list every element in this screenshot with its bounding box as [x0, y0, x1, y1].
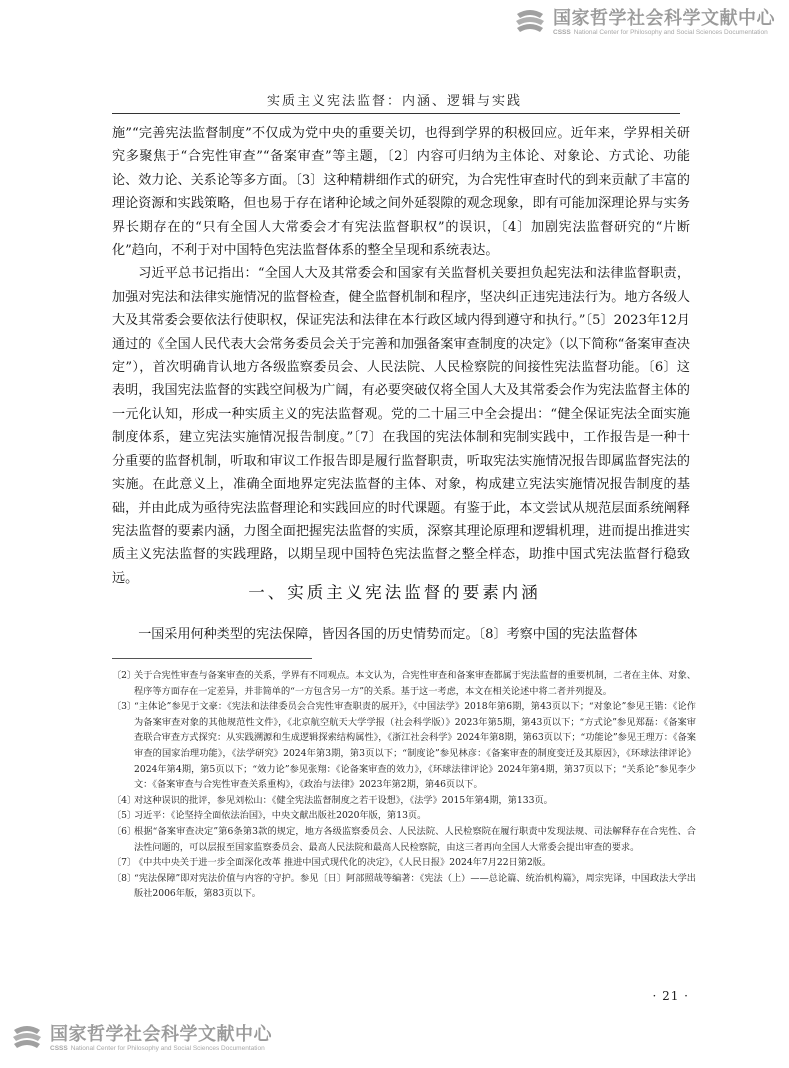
footnote-5	[112, 808, 696, 824]
footnote-text: 习近平：《论坚持全面依法治国》，中央文献出版社2020年版，第13页。	[134, 810, 427, 822]
footnote-3	[112, 699, 696, 793]
watermark-title: 国家哲学社会科学文献中心	[553, 7, 775, 29]
watermark-subtitle	[50, 1046, 272, 1053]
footnote-number: 〔8〕	[112, 872, 137, 884]
section-title: 一、实质主义宪法监督的要素内涵	[248, 583, 541, 602]
footnote-number: 〔4〕	[112, 794, 137, 806]
running-head: 实质主义宪法监督：内涵、逻辑与实践	[266, 94, 522, 109]
paragraph-1: 施”“完善宪法监督制度”不仅成为党中央的重要关切，也得到学界的积极回应。近年来，学界相关研究多聚焦于“合宪性审查”“备案审查”等主题，〔2〕内容可归纳为主体论、对象论、方式论、功能论、效力论、关系论等多方面。〔3〕这种精耕细作式的研究，为合宪性审查时代的到来贡献了丰富的理论资源和实践策略，但也易于存在诸种论域之间外延裂隙的观念现象，即有可能加深理论界与实务界长期存在的“只有全国人大常委会才有宪法监督职权”的误识，〔4〕加剧宪法监督研究的“片断化”趋向，不利于对中国特色宪法监督体系的整全呈现和系统表达。	[112, 126, 690, 259]
ncpssd-logo-icon	[10, 1024, 44, 1054]
footnote-text: 根据“备案审查决定”第6条第3款的规定，地方各级监察委员会、人民法院、人民检察院在履行职责中发现法规、司法解释存在合宪性、合法性问题的，可以层报至国家监察委员会、最高人民法院和最高人民检察院，由这三者再向全国人大常委会提出审查的要求。	[134, 825, 696, 853]
header-rule	[112, 113, 680, 114]
watermark-english: National Center for Philosophy and Social Sciences Documentation	[70, 1044, 265, 1052]
footnote-rule	[112, 658, 312, 659]
footnote-number: 〔6〕	[112, 825, 137, 837]
watermark-english: National Center for Philosophy and Social Sciences Documentation	[573, 28, 768, 36]
watermark-abbr: CSSS	[50, 1044, 68, 1052]
watermark-abbr: CSSS	[553, 28, 571, 36]
paragraph-2: 习近平总书记指出：“全国人大及其常委会和国家有关监督机关要担负起宪法和法律监督职责，加强对宪法和法律实施情况的监督检查，健全监督机制和程序，坚决纠正违宪违法行为。地方各级人大及其常委会要依法行使职权，保证宪法和法律在本行政区域内得到遵守和执行。”〔5〕2023年12月通过的《全国人民代表大会常务委员会关于完善和加强备案审查制度的决定》（以下简称“备案审查决定”），首次明确肯认地方各级监察委员会、人民法院、人民检察院的间接性宪法监督功能。〔6〕这表明，我国宪法监督的实践空间极为广阔，有必要突破仅将全国人大及其常委会作为宪法监督主体的一元化认知，形成一种实质主义的宪法监督观。党的二十届三中全会提出：“健全保证宪法全面实施制度体系，建立宪法实施情况报告制度。”〔7〕在我国的宪法体制和宪制实践中，工作报告是一种十分重要的监督机制，听取和审议工作报告即是履行监督职责，听取宪法实施情况报告即属监督宪法的实施。在此意义上，准确全面地界定宪法监督的主体、对象，构成建立宪法实施情况报告制度的基础，并由此成为亟待宪法监督理论和实践回应的时代课题。有鉴于此，本文尝试从规范层面系统阐释宪法监督的要素内涵，力图全面把握宪法监督的实质，深察其理论原理和逻辑机理，进而提出推进实质主义宪法监督的实践理路，以期呈现中国特色宪法监督之整全样态，助推中国式宪法监督行稳致远。	[112, 266, 690, 586]
footnote-number: 〔5〕	[112, 810, 137, 822]
watermark-subtitle	[553, 30, 775, 37]
footnote-text: 《中共中央关于进一步全面深化改革 推进中国式现代化的决定》，《人民日报》2024年7月22日第2版。	[134, 857, 552, 869]
page-number: · 21 ·	[652, 989, 689, 1003]
watermark-logo-bottom	[10, 1024, 272, 1054]
footnote-text: “宪法保障”即对宪法价值与内容的守护。参见〔日〕阿部照哉等编著：《宪法（上）——总论篇、统治机构篇》，周宗宪译，中国政法大学出版社2006年版，第83页以下。	[134, 872, 696, 900]
footnote-text: “主体论”参见于文豪：《宪法和法律委员会合宪性审查职责的展开》，《中国法学》2018年第6期，第43页以下；“对象论”参见王锴：《论作为备案审查对象的其他规范性文件》，《北京航空航天大学学报（社会科学版）》2023年第5期，第43页以下；“方式论”参见郑磊：《备案审查联合审查方式探究：从实践溯源和生成逻辑探索结构属性》，《浙江社会科学》2024年第8期，第63页以下；“功能论”参见王理万：《备案审查的国家治理功能》，《法学研究》2024年第3期，第3页以下；“制度论”参见林彦：《备案审查的制度变迁及其原因》，《环球法律评论》2024年第4期，第5页以下；“效力论”参见张翔：《论备案审查的效力》，《环球法律评论》2024年第4期，第37页以下；“关系论”参见李少文：《备案审查与合宪性审查关系重构》，《政治与法律》2023年第2期，第46页以下。	[134, 701, 696, 791]
watermark-logo-top	[513, 8, 775, 38]
paragraph-3: 一国采用何种类型的宪法保障，皆因各国的历史情势而定。〔8〕考察中国的宪法监督体	[138, 627, 638, 642]
ncpssd-logo-icon	[513, 8, 547, 38]
footnote-8	[112, 871, 696, 902]
footnote-7	[112, 855, 696, 871]
footnote-2	[112, 668, 696, 699]
footnote-text: 关于合宪性审查与备案审查的关系，学界有不同观点。本文认为，合宪性审查和备案审查都属于宪法监督的重要机制，二者在主体、对象、程序等方面存在一定差异，并非简单的“一方包含另一方”的关系。基于这一考虑，本文在相关论述中将二者并列提及。	[134, 670, 696, 697]
footnote-number: 〔7〕	[112, 857, 137, 869]
watermark-title: 国家哲学社会科学文献中心	[50, 1023, 272, 1045]
footnote-6	[112, 824, 696, 855]
body-text	[112, 122, 690, 590]
footnote-number: 〔3〕	[112, 701, 137, 713]
footnote-4	[112, 793, 696, 809]
footnotes	[112, 668, 696, 902]
footnote-text: 对这种误识的批评，参见刘松山：《健全宪法监督制度之若干设想》，《法学》2015年第4期，第133页。	[134, 794, 553, 806]
footnote-number: 〔2〕	[112, 670, 137, 681]
